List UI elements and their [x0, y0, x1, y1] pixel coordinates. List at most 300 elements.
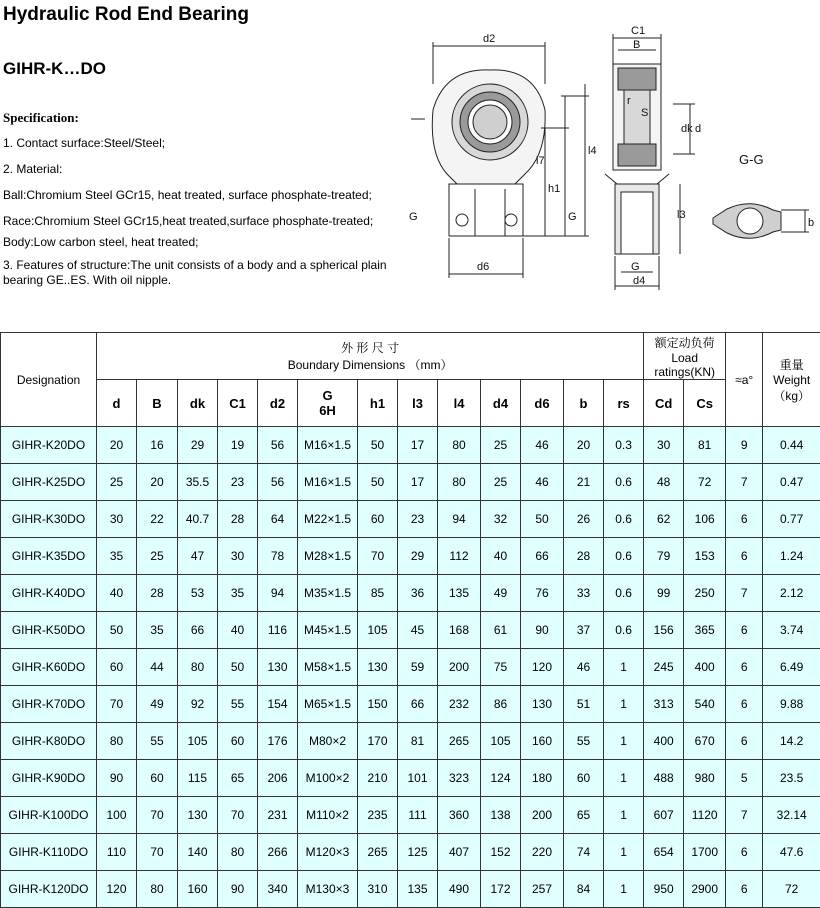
designation-cell: GIHR-K110DO: [1, 834, 97, 871]
table-cell: 32: [481, 501, 521, 538]
table-cell: 232: [438, 686, 481, 723]
table-cell: 231: [258, 797, 298, 834]
table-cell: 1.24: [763, 538, 820, 575]
table-cell: 65: [564, 797, 604, 834]
table-cell: 50: [218, 649, 258, 686]
table-cell: 1: [604, 760, 644, 797]
table-cell: 66: [178, 612, 218, 649]
table-cell: 14.2: [763, 723, 820, 760]
label-r: r: [627, 95, 631, 107]
column-header: l4: [438, 380, 481, 427]
table-cell: 210: [358, 760, 398, 797]
weight-header: [763, 333, 820, 427]
table-cell: 53: [178, 575, 218, 612]
table-cell: 154: [258, 686, 298, 723]
table-cell: 79: [644, 538, 684, 575]
column-header: C1: [218, 380, 258, 427]
table-cell: 365: [684, 612, 726, 649]
table-cell: 90: [218, 871, 258, 908]
table-cell: 3.74: [763, 612, 820, 649]
table-cell: M120×3: [298, 834, 358, 871]
table-cell: 980: [684, 760, 726, 797]
table-cell: 35: [97, 538, 137, 575]
designation-cell: GIHR-K90DO: [1, 760, 97, 797]
table-row: [1, 649, 820, 686]
table-cell: 48: [644, 464, 684, 501]
bearing-drawing-svg: [405, 24, 820, 304]
table-cell: 20: [564, 427, 604, 464]
table-cell: 49: [481, 575, 521, 612]
spec-heading: Specification:: [3, 110, 79, 125]
table-cell: 85: [358, 575, 398, 612]
table-cell: 490: [438, 871, 481, 908]
column-header: d: [97, 380, 137, 427]
table-cell: 78: [258, 538, 298, 575]
table-cell: 86: [481, 686, 521, 723]
load-ratings-header: [644, 333, 726, 380]
table-row: [1, 538, 820, 575]
table-cell: 138: [481, 797, 521, 834]
table-cell: 26: [564, 501, 604, 538]
table-cell: 70: [97, 686, 137, 723]
table-cell: 49: [137, 686, 178, 723]
designation-header: Designation: [1, 333, 97, 427]
table-cell: 40: [481, 538, 521, 575]
table-cell: 323: [438, 760, 481, 797]
table-cell: 0.6: [604, 612, 644, 649]
table-cell: 80: [97, 723, 137, 760]
table-cell: 75: [481, 649, 521, 686]
table-cell: 65: [218, 760, 258, 797]
table-cell: 29: [398, 538, 438, 575]
table-cell: 40: [218, 612, 258, 649]
table-cell: 200: [521, 797, 564, 834]
table-cell: 115: [178, 760, 218, 797]
spec-line: 1. Contact surface:Steel/Steel;: [3, 136, 166, 150]
designation-cell: GIHR-K35DO: [1, 538, 97, 575]
table-cell: 46: [521, 464, 564, 501]
designation-cell: GIHR-K80DO: [1, 723, 97, 760]
label-d6: d6: [477, 261, 490, 273]
table-cell: 111: [398, 797, 438, 834]
table-cell: 37: [564, 612, 604, 649]
table-cell: M22×1.5: [298, 501, 358, 538]
table-cell: 23.5: [763, 760, 820, 797]
label-g-mark: G: [409, 211, 418, 223]
designation-cell: GIHR-K100DO: [1, 797, 97, 834]
table-cell: 90: [97, 760, 137, 797]
table-cell: 51: [564, 686, 604, 723]
table-cell: 9.88: [763, 686, 820, 723]
table-cell: 130: [258, 649, 298, 686]
table-cell: 1: [604, 686, 644, 723]
table-cell: 176: [258, 723, 298, 760]
column-header: dk: [178, 380, 218, 427]
table-cell: 110: [97, 834, 137, 871]
boundary-dimensions-header: [97, 333, 644, 380]
table-cell: 172: [481, 871, 521, 908]
table-body: [1, 427, 820, 908]
table-cell: 21: [564, 464, 604, 501]
spec-line: 3. Features of structure:The unit consists of a body and a spherical plain bearing GE..ES. With oil nipple.: [3, 258, 387, 287]
table-cell: 99: [644, 575, 684, 612]
table-cell: 60: [358, 501, 398, 538]
label-s: S: [641, 107, 649, 119]
table-cell: 70: [137, 834, 178, 871]
table-cell: 180: [521, 760, 564, 797]
table-cell: 0.6: [604, 464, 644, 501]
table-cell: 120: [97, 871, 137, 908]
column-header: h1: [358, 380, 398, 427]
table-cell: 9: [726, 427, 763, 464]
table-cell: 135: [398, 871, 438, 908]
table-row: [1, 834, 820, 871]
table-cell: 340: [258, 871, 298, 908]
boundary-en: Boundary Dimensions （mm）: [287, 358, 453, 372]
column-header: B: [137, 380, 178, 427]
table-cell: 33: [564, 575, 604, 612]
table-cell: 160: [521, 723, 564, 760]
table-cell: 28: [137, 575, 178, 612]
table-cell: 400: [644, 723, 684, 760]
table-cell: 6: [726, 501, 763, 538]
table-cell: 206: [258, 760, 298, 797]
table-cell: 153: [684, 538, 726, 575]
designation-cell: GIHR-K20DO: [1, 427, 97, 464]
column-header: d2: [258, 380, 298, 427]
table-cell: 670: [684, 723, 726, 760]
table-cell: 360: [438, 797, 481, 834]
column-header: Cd: [644, 380, 684, 427]
table-cell: 74: [564, 834, 604, 871]
spec-line: 2. Material:: [3, 162, 63, 176]
table-cell: 30: [644, 427, 684, 464]
table-cell: 168: [438, 612, 481, 649]
table-cell: 220: [521, 834, 564, 871]
table-cell: M100×2: [298, 760, 358, 797]
spec-table: [0, 332, 820, 908]
table-cell: 1700: [684, 834, 726, 871]
column-header: rs: [604, 380, 644, 427]
column-header-row: [1, 380, 820, 427]
table-cell: 6: [726, 723, 763, 760]
table-cell: 60: [137, 760, 178, 797]
table-cell: 35.5: [178, 464, 218, 501]
table-cell: 540: [684, 686, 726, 723]
table-cell: 50: [358, 464, 398, 501]
table-cell: 112: [438, 538, 481, 575]
model-title: GIHR-K…DO: [3, 59, 106, 78]
table-cell: 84: [564, 871, 604, 908]
table-row: [1, 575, 820, 612]
table-cell: 200: [438, 649, 481, 686]
table-cell: 105: [481, 723, 521, 760]
table-cell: 81: [684, 427, 726, 464]
table-cell: 29: [178, 427, 218, 464]
table-cell: 407: [438, 834, 481, 871]
table-cell: M16×1.5: [298, 464, 358, 501]
label-g: G: [568, 211, 577, 223]
table-cell: 6: [726, 871, 763, 908]
table-cell: 2900: [684, 871, 726, 908]
table-cell: M80×2: [298, 723, 358, 760]
table-cell: 0.3: [604, 427, 644, 464]
table-cell: 245: [644, 649, 684, 686]
table-cell: 950: [644, 871, 684, 908]
table-cell: 17: [398, 464, 438, 501]
table-cell: 80: [438, 427, 481, 464]
label-b: B: [633, 39, 641, 51]
table-row: [1, 464, 820, 501]
table-cell: 64: [258, 501, 298, 538]
label-d2: d2: [483, 33, 496, 45]
label-dk: dk: [681, 123, 693, 135]
table-cell: M16×1.5: [298, 427, 358, 464]
table-row: [1, 686, 820, 723]
weight-cn: 重量: [779, 357, 804, 372]
table-row: [1, 427, 820, 464]
angle-header: ≈a°: [726, 333, 763, 427]
table-cell: 160: [178, 871, 218, 908]
table-cell: 35: [218, 575, 258, 612]
column-header: l3: [398, 380, 438, 427]
designation-cell: GIHR-K120DO: [1, 871, 97, 908]
weight-en: Weight（kg）: [773, 372, 811, 403]
table-cell: 120: [521, 649, 564, 686]
load-en: Load ratings(KN): [654, 350, 716, 379]
table-cell: 135: [438, 575, 481, 612]
column-header: Cs: [684, 380, 726, 427]
designation-cell: GIHR-K70DO: [1, 686, 97, 723]
table-cell: 61: [481, 612, 521, 649]
table-cell: 59: [398, 649, 438, 686]
table-cell: 66: [398, 686, 438, 723]
label-c1: C1: [631, 25, 646, 37]
table-cell: 80: [218, 834, 258, 871]
label-section-gg: G-G: [739, 152, 764, 167]
table-cell: 7: [726, 797, 763, 834]
table-cell: 50: [521, 501, 564, 538]
table-cell: 6: [726, 612, 763, 649]
table-cell: 170: [358, 723, 398, 760]
table-cell: 30: [97, 501, 137, 538]
table-cell: 55: [564, 723, 604, 760]
table-cell: 105: [178, 723, 218, 760]
table-cell: 80: [178, 649, 218, 686]
table-cell: 156: [644, 612, 684, 649]
table-cell: 55: [137, 723, 178, 760]
table-cell: 40: [97, 575, 137, 612]
table-cell: 25: [97, 464, 137, 501]
table-cell: 45: [398, 612, 438, 649]
table-cell: 47.6: [763, 834, 820, 871]
table-cell: 7: [726, 464, 763, 501]
table-cell: 80: [137, 871, 178, 908]
table-cell: 150: [358, 686, 398, 723]
table-cell: 56: [258, 464, 298, 501]
table-cell: 265: [358, 834, 398, 871]
table-cell: 90: [521, 612, 564, 649]
table-cell: 130: [521, 686, 564, 723]
table-cell: 5: [726, 760, 763, 797]
table-cell: 140: [178, 834, 218, 871]
table-cell: 72: [763, 871, 820, 908]
table-cell: M65×1.5: [298, 686, 358, 723]
table-cell: 46: [521, 427, 564, 464]
table-cell: 1: [604, 797, 644, 834]
table-cell: 265: [438, 723, 481, 760]
table-cell: 0.47: [763, 464, 820, 501]
table-cell: 20: [137, 464, 178, 501]
column-header: d6: [521, 380, 564, 427]
table-cell: 80: [438, 464, 481, 501]
table-cell: 62: [644, 501, 684, 538]
table-cell: 0.77: [763, 501, 820, 538]
table-cell: 488: [644, 760, 684, 797]
table-cell: 20: [97, 427, 137, 464]
table-cell: 116: [258, 612, 298, 649]
table-cell: 17: [398, 427, 438, 464]
designation-cell: GIHR-K30DO: [1, 501, 97, 538]
table-cell: 70: [358, 538, 398, 575]
table-cell: 1: [604, 649, 644, 686]
table-cell: 92: [178, 686, 218, 723]
table-cell: 0.6: [604, 575, 644, 612]
column-header: G 6H: [298, 380, 358, 427]
table-cell: 25: [137, 538, 178, 575]
label-d4: d4: [633, 275, 646, 287]
table-cell: M28×1.5: [298, 538, 358, 575]
table-cell: M110×2: [298, 797, 358, 834]
table-cell: 50: [358, 427, 398, 464]
spec-line: Race:Chromium Steel GCr15,heat treated,surface phosphate-treated;: [3, 214, 374, 228]
table-cell: 6: [726, 538, 763, 575]
table-row: [1, 871, 820, 908]
designation-cell: GIHR-K60DO: [1, 649, 97, 686]
table-cell: 100: [97, 797, 137, 834]
table-cell: 25: [481, 464, 521, 501]
label-l3: l3: [677, 209, 686, 221]
table-cell: 46: [564, 649, 604, 686]
table-cell: 1: [604, 723, 644, 760]
table-cell: 250: [684, 575, 726, 612]
table-cell: 60: [564, 760, 604, 797]
table-cell: 66: [521, 538, 564, 575]
table-cell: 25: [481, 427, 521, 464]
table-cell: 6.49: [763, 649, 820, 686]
table-cell: 72: [684, 464, 726, 501]
label-b-section: b: [808, 217, 815, 229]
table-cell: 76: [521, 575, 564, 612]
table-row: [1, 612, 820, 649]
table-cell: M130×3: [298, 871, 358, 908]
table-cell: M58×1.5: [298, 649, 358, 686]
table-cell: 36: [398, 575, 438, 612]
designation-cell: GIHR-K25DO: [1, 464, 97, 501]
label-l7: l7: [536, 155, 545, 167]
table-cell: M35×1.5: [298, 575, 358, 612]
table-row: [1, 723, 820, 760]
column-header: d4: [481, 380, 521, 427]
label-g-side: G: [631, 261, 640, 273]
table-cell: 19: [218, 427, 258, 464]
table-cell: 152: [481, 834, 521, 871]
table-cell: 1: [604, 871, 644, 908]
table-cell: 30: [218, 538, 258, 575]
table-cell: 1120: [684, 797, 726, 834]
table-cell: 50: [97, 612, 137, 649]
designation-cell: GIHR-K50DO: [1, 612, 97, 649]
table-cell: 124: [481, 760, 521, 797]
spec-line: Ball:Chromium Steel GCr15, heat treated, surface phosphate-treated;: [3, 188, 372, 202]
table-cell: 235: [358, 797, 398, 834]
table-cell: 16: [137, 427, 178, 464]
technical-drawing: [405, 24, 820, 304]
table-cell: 60: [218, 723, 258, 760]
table-cell: 35: [137, 612, 178, 649]
load-cn: 额定动负荷: [654, 335, 715, 350]
table-cell: 32.14: [763, 797, 820, 834]
table-cell: 40.7: [178, 501, 218, 538]
table-cell: 94: [258, 575, 298, 612]
table-cell: 44: [137, 649, 178, 686]
table-cell: 70: [137, 797, 178, 834]
page-title: Hydraulic Rod End Bearing: [3, 4, 249, 25]
table-cell: 23: [398, 501, 438, 538]
label-h1: h1: [548, 183, 561, 195]
table-cell: 400: [684, 649, 726, 686]
table-cell: 125: [398, 834, 438, 871]
table-row: [1, 760, 820, 797]
table-cell: 56: [258, 427, 298, 464]
table-cell: 6: [726, 649, 763, 686]
table-cell: 266: [258, 834, 298, 871]
table-cell: 130: [178, 797, 218, 834]
column-header: b: [564, 380, 604, 427]
label-l4: l4: [588, 145, 597, 157]
table-cell: 0.6: [604, 501, 644, 538]
table-cell: 23: [218, 464, 258, 501]
table-cell: 1: [604, 834, 644, 871]
table-cell: 81: [398, 723, 438, 760]
table-cell: 0.6: [604, 538, 644, 575]
table-cell: 7: [726, 575, 763, 612]
table-cell: M45×1.5: [298, 612, 358, 649]
table-cell: 607: [644, 797, 684, 834]
table-cell: 22: [137, 501, 178, 538]
label-d: d: [695, 123, 702, 135]
table-cell: 105: [358, 612, 398, 649]
table-cell: 55: [218, 686, 258, 723]
table-cell: 310: [358, 871, 398, 908]
designation-cell: GIHR-K40DO: [1, 575, 97, 612]
table-cell: 257: [521, 871, 564, 908]
table-cell: 130: [358, 649, 398, 686]
table-cell: 6: [726, 686, 763, 723]
table-row: [1, 501, 820, 538]
table-cell: 2.12: [763, 575, 820, 612]
table-cell: 47: [178, 538, 218, 575]
header-section: [0, 0, 820, 332]
table-cell: 106: [684, 501, 726, 538]
table-cell: 654: [644, 834, 684, 871]
table-cell: 28: [564, 538, 604, 575]
boundary-cn: 外 形 尺 寸: [341, 341, 400, 355]
table-cell: 70: [218, 797, 258, 834]
table-cell: 313: [644, 686, 684, 723]
table-cell: 101: [398, 760, 438, 797]
table-cell: 94: [438, 501, 481, 538]
